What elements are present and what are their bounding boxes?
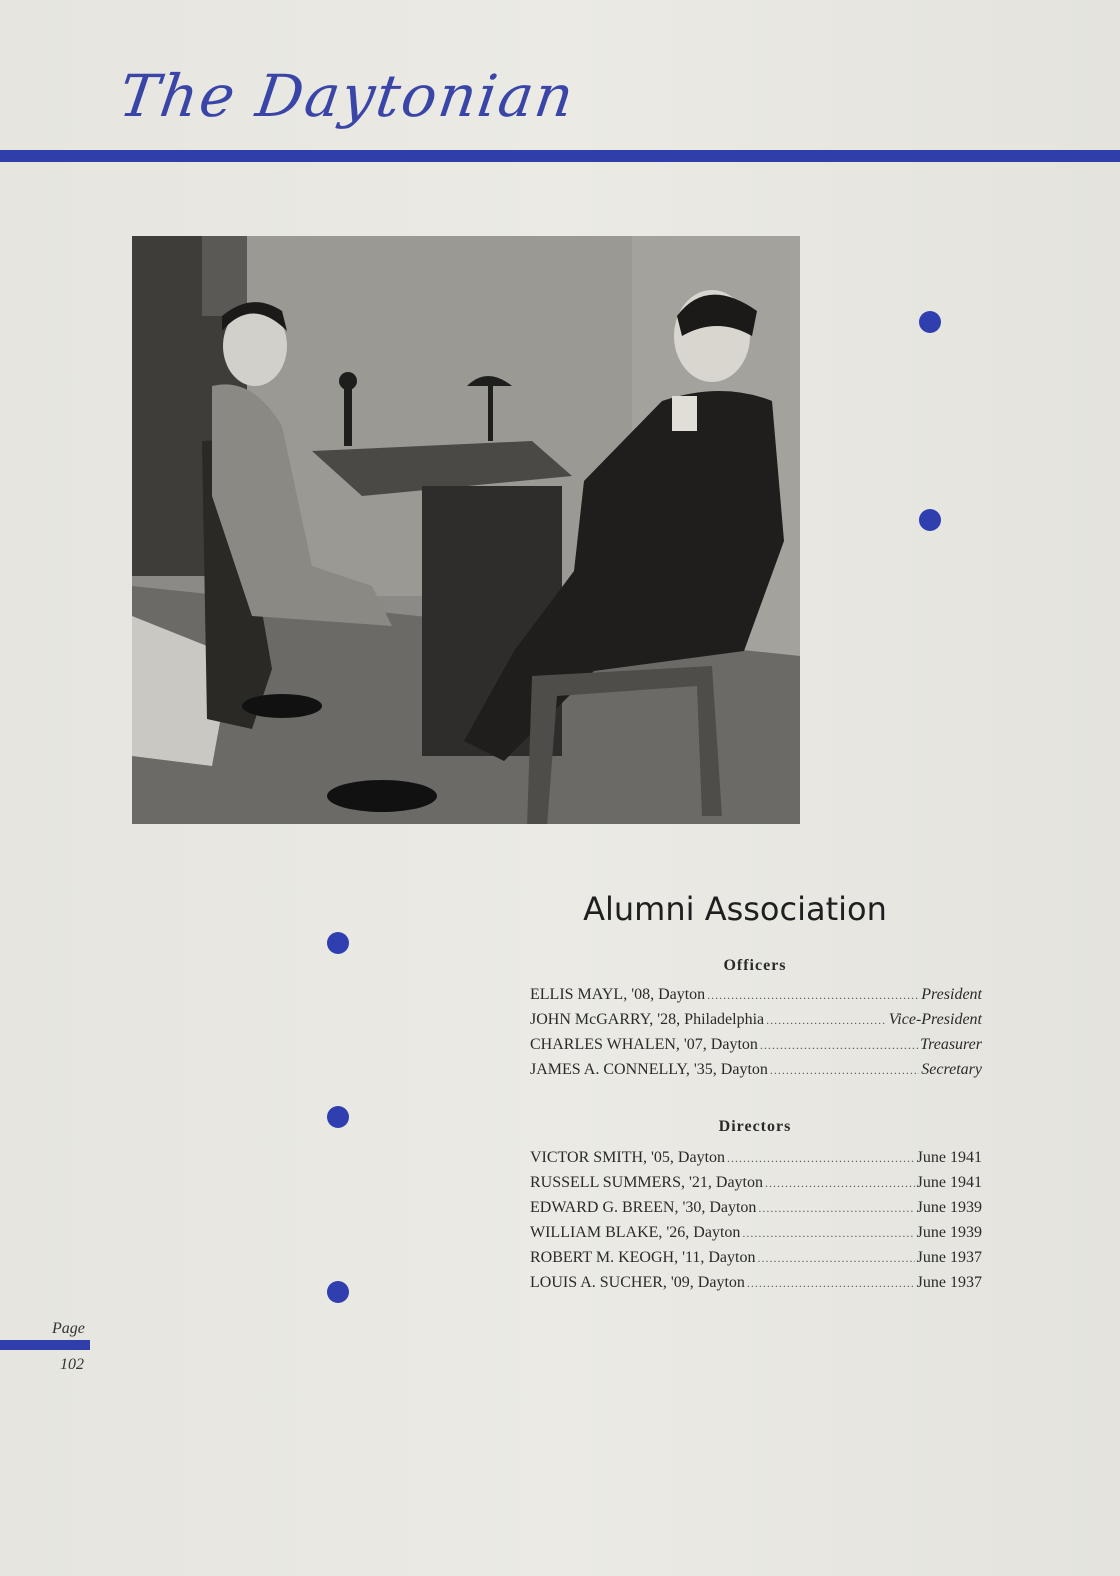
list-item — [530, 1199, 982, 1224]
list-item — [530, 1011, 982, 1036]
dot-leader — [766, 1011, 887, 1029]
member-name: RUSSELL SUMMERS, '21, Dayton — [530, 1174, 763, 1191]
page-label: Page — [52, 1320, 85, 1337]
list-item — [530, 1149, 982, 1174]
member-name: CHARLES WHALEN, '07, Dayton — [530, 1036, 758, 1053]
member-name: JOHN McGARRY, '28, Philadelphia — [530, 1011, 765, 1028]
dot-leader — [770, 1061, 919, 1079]
dot-leader — [747, 1274, 915, 1292]
decorative-dot-icon — [919, 509, 941, 531]
dot-leader — [760, 1036, 918, 1054]
dot-leader — [757, 1249, 914, 1267]
decorative-dot-icon — [327, 1106, 349, 1128]
member-term: June 1941 — [916, 1174, 982, 1191]
member-name: ROBERT M. KEOGH, '11, Dayton — [530, 1249, 756, 1266]
dot-leader — [742, 1224, 914, 1242]
member-name: VICTOR SMITH, '05, Dayton — [530, 1149, 726, 1166]
section-title: Alumni Association — [583, 890, 887, 928]
decorative-dot-icon — [327, 932, 349, 954]
masthead-title: The Daytonian — [115, 62, 580, 130]
dot-leader — [758, 1199, 914, 1217]
list-item — [530, 1174, 982, 1199]
list-item — [530, 1224, 982, 1249]
dot-leader — [707, 986, 919, 1004]
member-term: June 1939 — [916, 1224, 982, 1241]
masthead-rule — [0, 150, 1120, 162]
decorative-dot-icon — [919, 311, 941, 333]
officers-list — [530, 986, 982, 1086]
dot-leader — [765, 1174, 915, 1192]
photo-two-men-at-desk-icon — [132, 236, 800, 824]
member-name: LOUIS A. SUCHER, '09, Dayton — [530, 1274, 745, 1291]
decorative-dot-icon — [327, 1281, 349, 1303]
member-term: June 1937 — [916, 1274, 982, 1291]
page-number: 102 — [60, 1356, 84, 1373]
list-item — [530, 1249, 982, 1274]
member-role: Secretary — [921, 1061, 982, 1078]
directors-heading: Directors — [718, 1118, 792, 1135]
list-item — [530, 986, 982, 1011]
list-item — [530, 1036, 982, 1061]
list-item — [530, 1274, 982, 1299]
dot-leader — [727, 1149, 915, 1167]
member-name: WILLIAM BLAKE, '26, Dayton — [530, 1224, 741, 1241]
member-term: June 1937 — [916, 1249, 982, 1266]
page-rule — [0, 1340, 90, 1350]
member-name: JAMES A. CONNELLY, '35, Dayton — [530, 1061, 768, 1078]
member-name: ELLIS MAYL, '08, Dayton — [530, 986, 706, 1003]
member-term: June 1939 — [916, 1199, 982, 1216]
member-term: June 1941 — [916, 1149, 982, 1166]
directors-list — [530, 1149, 982, 1299]
member-role: Vice-President — [888, 1011, 982, 1028]
photograph — [132, 236, 800, 824]
member-role: Treasurer — [920, 1036, 982, 1053]
member-name: EDWARD G. BREEN, '30, Dayton — [530, 1199, 757, 1216]
list-item — [530, 1061, 982, 1086]
member-role: President — [921, 986, 982, 1003]
officers-heading: Officers — [723, 957, 787, 974]
